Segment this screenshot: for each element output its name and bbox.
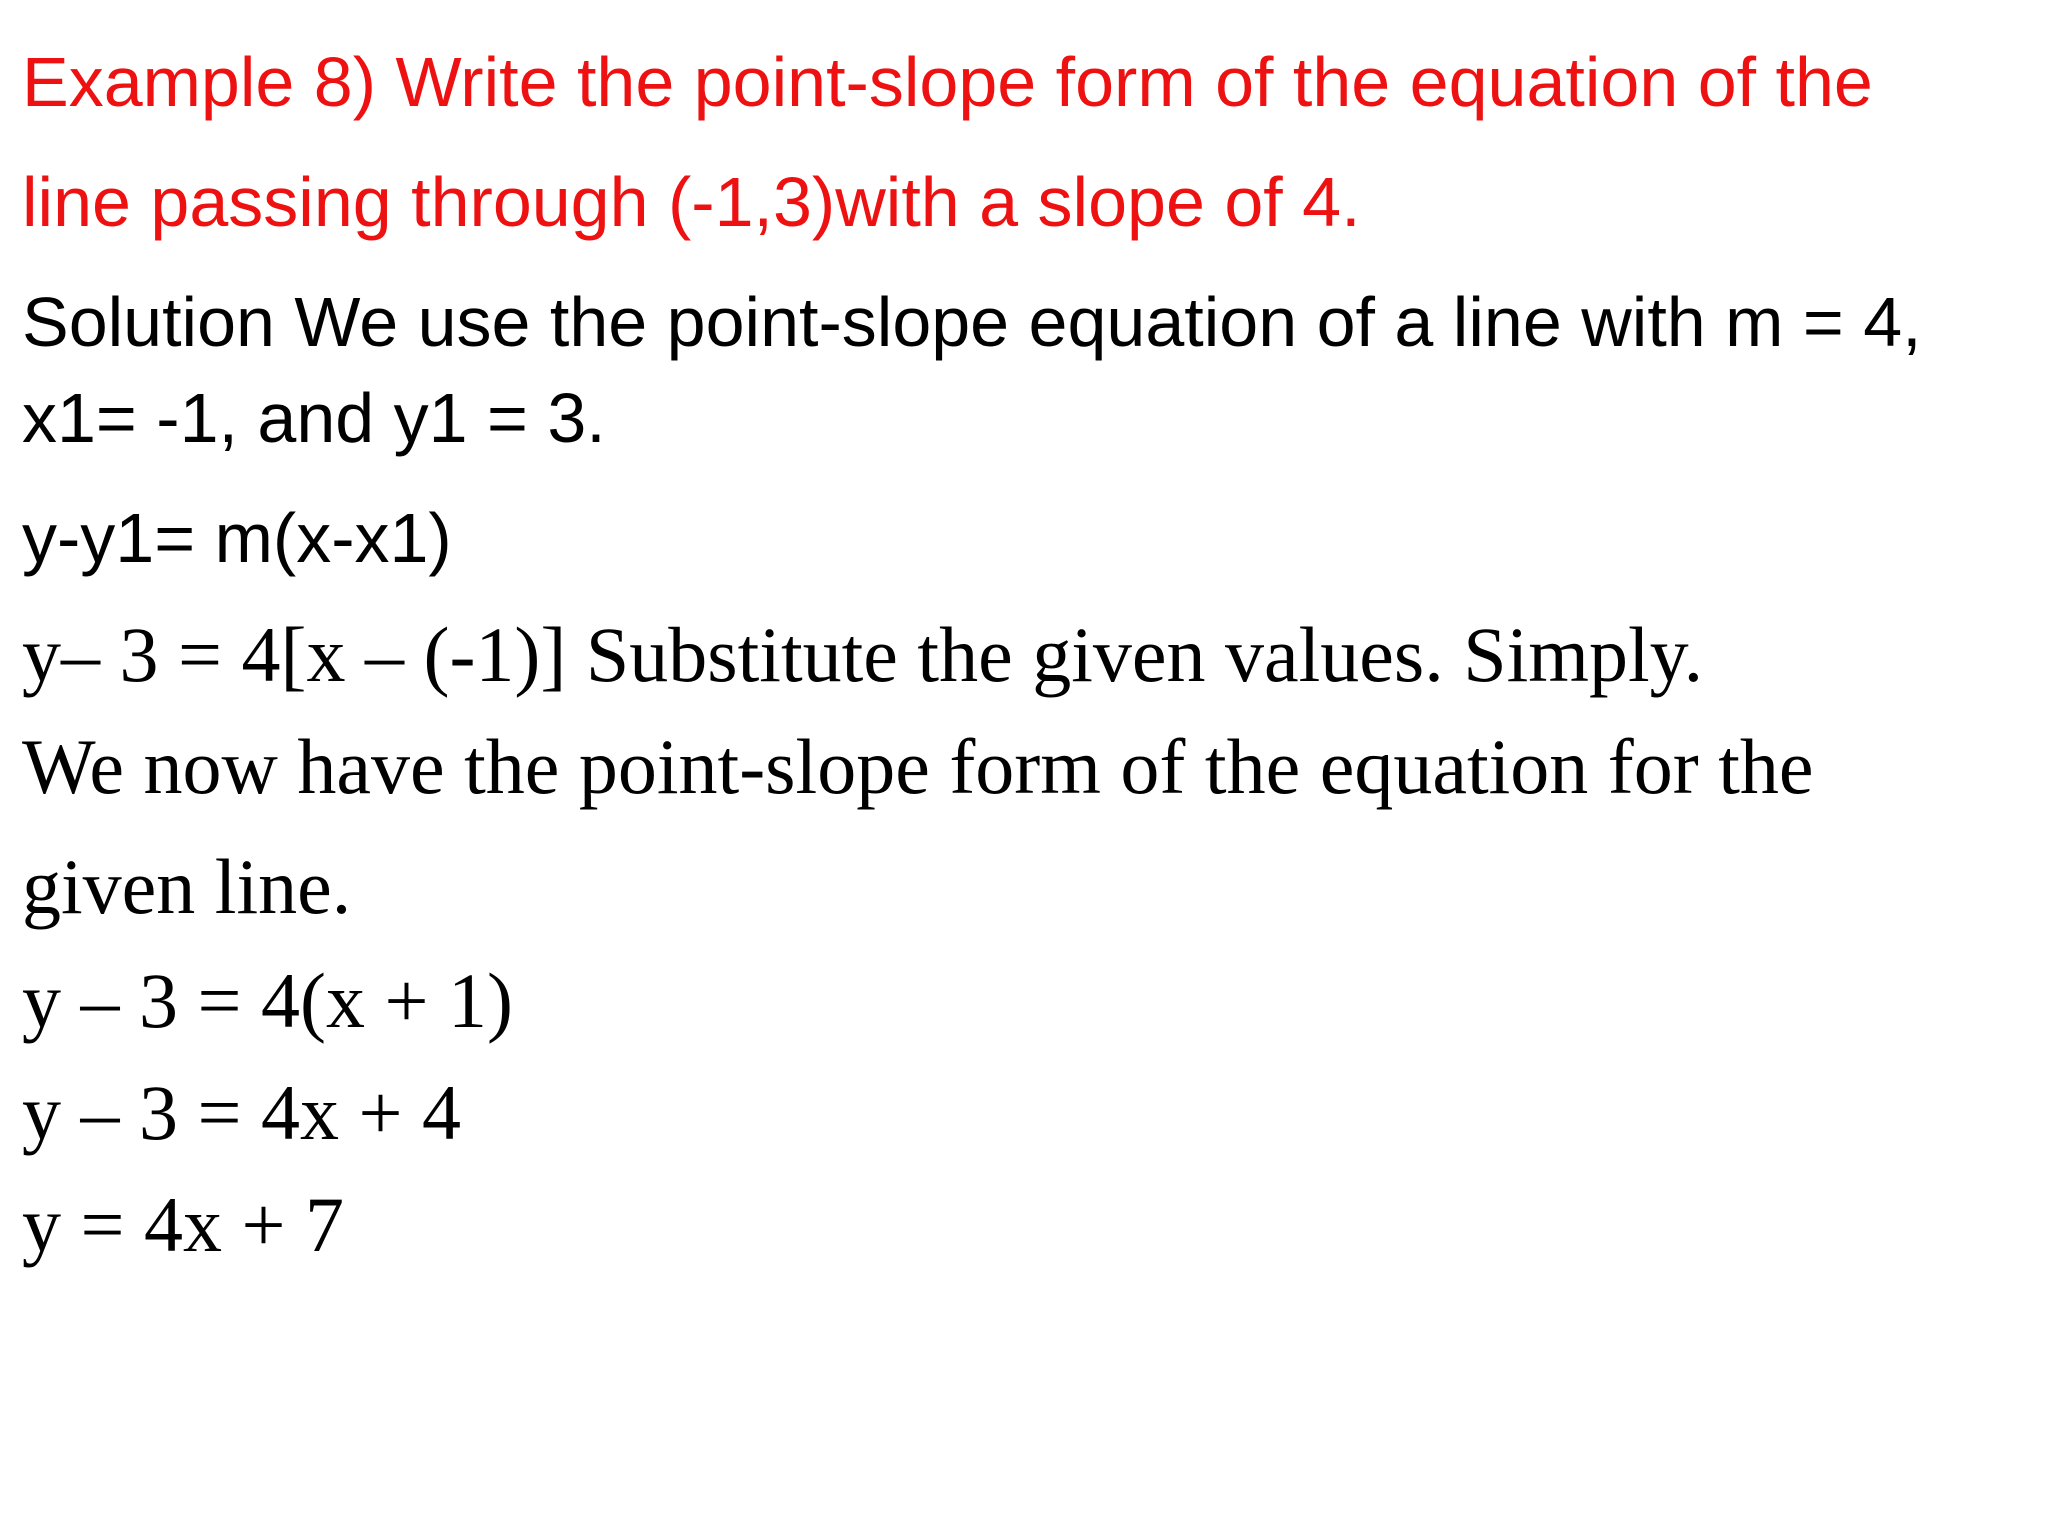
example-title-line-1: Example 8) Write the point-slope form of the equation of the bbox=[22, 43, 1873, 121]
substitution-equation: y– 3 = 4[x – (-1)] bbox=[22, 611, 567, 698]
example-title-line-2: line passing through (-1,3)with a slope of 4. bbox=[22, 163, 1361, 241]
point-slope-formula: y-y1= m(x-x1) bbox=[22, 499, 452, 577]
conclusion-line-2: given line. bbox=[22, 843, 352, 930]
substitution-note: Substitute the given values. Simply. bbox=[585, 611, 1704, 698]
step-equation-3: y = 4x + 7 bbox=[22, 1181, 344, 1268]
conclusion-line-1: We now have the point-slope form of the equation for the bbox=[22, 723, 1814, 810]
step-equation-1: y – 3 = 4(x + 1) bbox=[22, 957, 513, 1044]
solution-line-1: Solution We use the point-slope equation of a line with m = 4, bbox=[22, 283, 1922, 361]
step-equation-2: y – 3 = 4x + 4 bbox=[22, 1069, 461, 1156]
solution-line-2: x1= -1, and y1 = 3. bbox=[22, 379, 606, 457]
substitution-line bbox=[22, 610, 1703, 700]
